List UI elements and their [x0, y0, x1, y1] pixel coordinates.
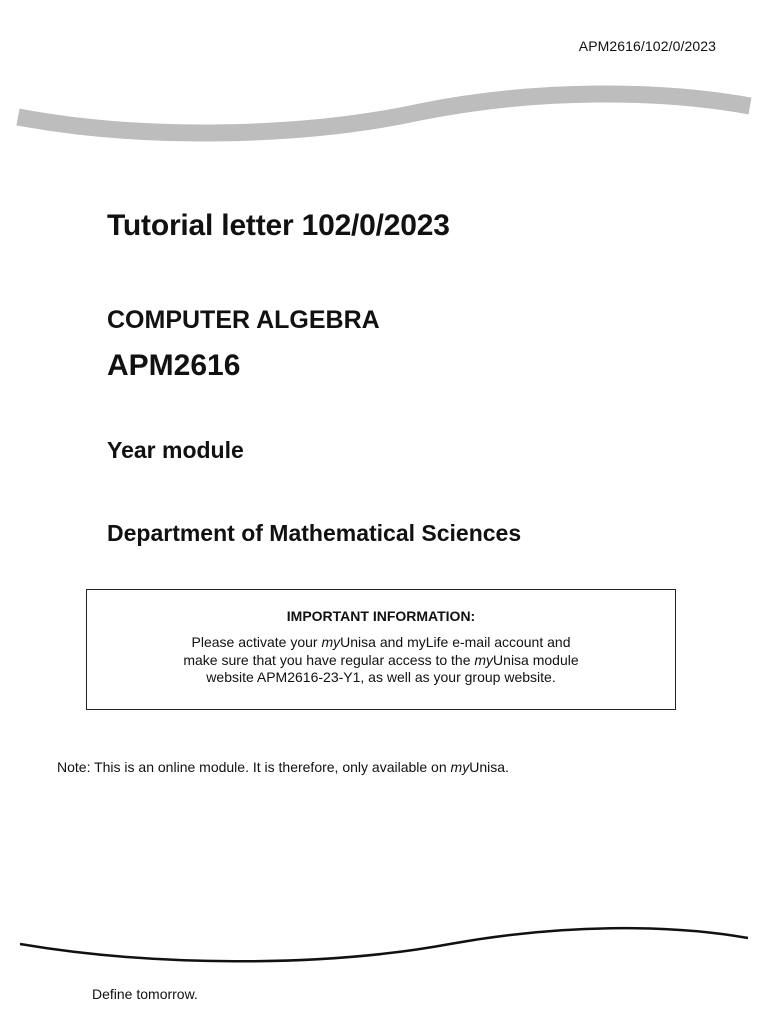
document-code: APM2616/102/0/2023 [578, 38, 716, 54]
online-module-note [57, 759, 509, 775]
info-line1-italic: my [321, 634, 341, 650]
top-wave-band [18, 94, 750, 133]
bottom-wave-decoration [0, 910, 768, 970]
page-title: Tutorial letter 102/0/2023 [107, 209, 450, 242]
info-line2-pre: make sure that you have regular access to the [183, 651, 475, 668]
note-italic: my [450, 759, 470, 775]
top-wave-decoration [0, 80, 768, 160]
info-line1-post: Unisa and myLife e-mail account and [340, 634, 571, 650]
info-heading: IMPORTANT INFORMATION: [286, 608, 476, 624]
note-pre: Note: This is an online module. It is therefore, only available on [57, 759, 451, 775]
info-line2-italic: my [474, 651, 494, 668]
important-information-box [86, 589, 676, 710]
module-name: COMPUTER ALGEBRA [107, 306, 380, 334]
info-body [161, 634, 601, 687]
footer-slogan: Define tomorrow. [92, 986, 198, 1002]
module-type: Year module [107, 437, 244, 463]
module-code: APM2616 [107, 349, 241, 382]
info-line1-pre: Please activate your [191, 634, 322, 650]
bottom-wave-line [20, 928, 748, 961]
info-line3: website APM2616-23-Y1, as well as your group website. [206, 669, 556, 685]
info-line2-post: Unisa module [493, 651, 579, 668]
note-post: Unisa. [469, 759, 509, 775]
department-name: Department of Mathematical Sciences [107, 520, 522, 546]
